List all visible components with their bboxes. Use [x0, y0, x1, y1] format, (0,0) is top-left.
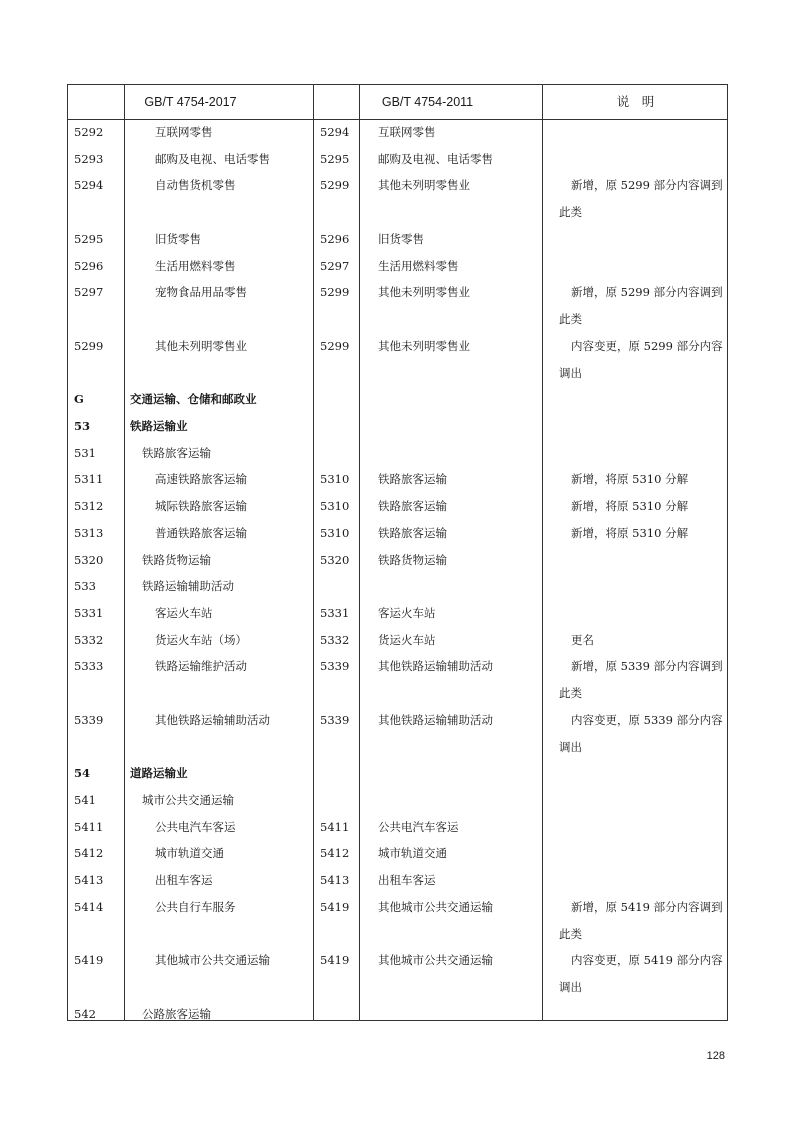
table-row [68, 1001, 727, 1028]
table-row [68, 146, 727, 173]
header-gbt-2017: GB/T 4754-2017 [144, 95, 237, 109]
table-row [68, 520, 727, 547]
note-text: 内容变更，原 5339 部分内容调出 [559, 712, 723, 754]
name-2017: 其他城市公共交通运输 [155, 953, 270, 968]
table-row [68, 253, 727, 280]
code-2011: 5299 [320, 338, 350, 353]
name-2011: 互联网零售 [378, 125, 436, 139]
table-row [68, 947, 727, 1001]
name-2017: 道路运输业 [130, 766, 188, 781]
code-2017: 54 [74, 766, 91, 781]
name-2011: 货运火车站 [378, 632, 436, 647]
code-2011: 5339 [320, 712, 350, 727]
code-2011: 5310 [320, 525, 350, 540]
name-2017: 铁路运输业 [130, 419, 188, 433]
name-2017: 互联网零售 [155, 125, 213, 139]
name-2017: 城际铁路旅客运输 [155, 499, 247, 514]
note-text: 新增，将原 5310 分解 [571, 472, 689, 487]
name-2017: 铁路货物运输 [142, 552, 211, 567]
code-2011: 5299 [320, 178, 350, 193]
code-2017: 53 [74, 419, 91, 433]
name-2017: 铁路运输维护活动 [155, 659, 247, 674]
table-row [68, 226, 727, 253]
table-row [68, 466, 727, 493]
code-2011: 5296 [320, 231, 350, 246]
name-2017: 生活用燃料零售 [155, 258, 236, 273]
name-2017: 交通运输、仓储和邮政业 [130, 392, 257, 407]
table-row [68, 867, 727, 894]
code-2011: 5332 [320, 632, 350, 647]
name-2017: 铁路运输辅助活动 [142, 579, 234, 594]
name-2017: 出租车客运 [155, 873, 213, 888]
code-2017: G [74, 392, 84, 407]
code-2011: 5419 [320, 899, 350, 914]
header-gbt-2011: GB/T 4754-2011 [381, 95, 474, 109]
code-2017: 542 [74, 1006, 96, 1021]
header-note: 说 明 [616, 95, 655, 109]
name-2011: 其他铁路运输辅助活动 [378, 659, 493, 674]
code-2017: 533 [74, 579, 96, 594]
code-2017: 531 [74, 445, 96, 460]
name-2017: 宠物食品用品零售 [155, 285, 247, 300]
code-2017: 5413 [74, 873, 104, 888]
note-text: 新增，原 5419 部分内容调到此类 [559, 899, 723, 941]
code-2017: 5333 [74, 659, 104, 674]
table-row [68, 600, 727, 627]
name-2017: 公共自行车服务 [155, 899, 236, 914]
code-2017: 5419 [74, 953, 104, 968]
code-2017: 5299 [74, 338, 104, 353]
name-2017: 邮购及电视、电话零售 [155, 151, 270, 166]
name-2011: 铁路货物运输 [378, 552, 447, 567]
name-2011: 客运火车站 [378, 605, 436, 620]
name-2017: 其他铁路运输辅助活动 [155, 712, 270, 727]
table-row [68, 279, 727, 333]
code-2017: 5332 [74, 632, 104, 647]
name-2011: 城市轨道交通 [378, 846, 447, 861]
name-2011: 铁路旅客运输 [378, 472, 447, 487]
name-2017: 客运火车站 [155, 605, 213, 620]
code-2017: 5295 [74, 231, 104, 246]
code-2017: 541 [74, 793, 96, 807]
note-text: 新增，原 5299 部分内容调到此类 [559, 285, 723, 327]
table-row [68, 760, 727, 787]
code-2017: 5292 [74, 125, 104, 139]
code-2017: 5414 [74, 899, 104, 914]
code-2011: 5413 [320, 873, 350, 888]
code-2011: 5299 [320, 285, 350, 300]
code-2017: 5412 [74, 846, 104, 861]
table-row [68, 493, 727, 520]
name-2017: 旧货零售 [155, 231, 201, 246]
name-2011: 邮购及电视、电话零售 [378, 151, 493, 166]
name-2011: 其他未列明零售业 [378, 178, 470, 193]
note-text: 新增，将原 5310 分解 [571, 499, 689, 514]
name-2017: 城市轨道交通 [155, 846, 224, 861]
name-2017: 自动售货机零售 [155, 178, 236, 193]
name-2017: 公路旅客运输 [142, 1006, 211, 1021]
table-row [68, 653, 727, 707]
table-row [68, 814, 727, 841]
page-number: 128 [706, 1050, 725, 1062]
table-row [68, 787, 727, 814]
code-2017: 5320 [74, 552, 104, 567]
code-2011: 5411 [320, 819, 350, 834]
name-2011: 公共电汽车客运 [378, 819, 459, 834]
table-row [68, 547, 727, 574]
code-2011: 5310 [320, 499, 350, 514]
code-2017: 5297 [74, 285, 104, 300]
table-row [68, 440, 727, 467]
name-2011: 其他未列明零售业 [378, 338, 470, 353]
code-2017: 5313 [74, 525, 104, 540]
name-2011: 出租车客运 [378, 873, 436, 888]
table-row [68, 840, 727, 867]
name-2017: 货运火车站（场） [155, 632, 247, 647]
code-2011: 5295 [320, 151, 350, 166]
name-2017: 高速铁路旅客运输 [155, 472, 247, 487]
table-row [68, 573, 727, 600]
note-text: 新增，原 5299 部分内容调到此类 [559, 178, 723, 220]
code-2011: 5412 [320, 846, 350, 861]
note-text: 内容变更，原 5299 部分内容调出 [559, 338, 723, 380]
note-text: 内容变更，原 5419 部分内容调出 [559, 953, 723, 995]
name-2011: 其他城市公共交通运输 [378, 899, 493, 914]
name-2011: 其他未列明零售业 [378, 285, 470, 300]
table-row [68, 333, 727, 387]
code-2011: 5310 [320, 472, 350, 487]
code-2017: 5296 [74, 258, 104, 273]
code-2017: 5411 [74, 819, 104, 834]
code-2017: 5293 [74, 151, 104, 166]
code-2011: 5320 [320, 552, 350, 567]
note-text: 新增，将原 5310 分解 [571, 525, 689, 540]
table-row [68, 172, 727, 226]
name-2017: 普通铁路旅客运输 [155, 525, 247, 540]
code-2017: 5312 [74, 499, 104, 514]
name-2017: 城市公共交通运输 [142, 793, 234, 807]
table-row [68, 413, 727, 440]
table-row [68, 119, 727, 146]
name-2017: 其他未列明零售业 [155, 338, 247, 353]
name-2017: 公共电汽车客运 [155, 819, 236, 834]
table-row [68, 627, 727, 654]
code-2011: 5297 [320, 258, 350, 273]
name-2011: 生活用燃料零售 [378, 258, 459, 273]
table-row [68, 707, 727, 761]
code-2011: 5419 [320, 953, 350, 968]
note-text: 更名 [571, 632, 594, 647]
table-row [68, 386, 727, 413]
name-2011: 铁路旅客运输 [378, 525, 447, 540]
code-2017: 5339 [74, 712, 104, 727]
code-2017: 5331 [74, 605, 104, 620]
name-2011: 其他铁路运输辅助活动 [378, 712, 493, 727]
name-2017: 铁路旅客运输 [142, 445, 211, 460]
code-2011: 5339 [320, 659, 350, 674]
name-2011: 其他城市公共交通运输 [378, 953, 493, 968]
code-2011: 5294 [320, 125, 350, 139]
code-2017: 5294 [74, 178, 104, 193]
name-2011: 旧货零售 [378, 231, 424, 246]
table-row [68, 894, 727, 948]
code-2017: 5311 [74, 472, 104, 487]
note-text: 新增，原 5339 部分内容调到此类 [559, 659, 723, 701]
code-2011: 5331 [320, 605, 350, 620]
classification-table [67, 84, 728, 1021]
name-2011: 铁路旅客运输 [378, 499, 447, 514]
